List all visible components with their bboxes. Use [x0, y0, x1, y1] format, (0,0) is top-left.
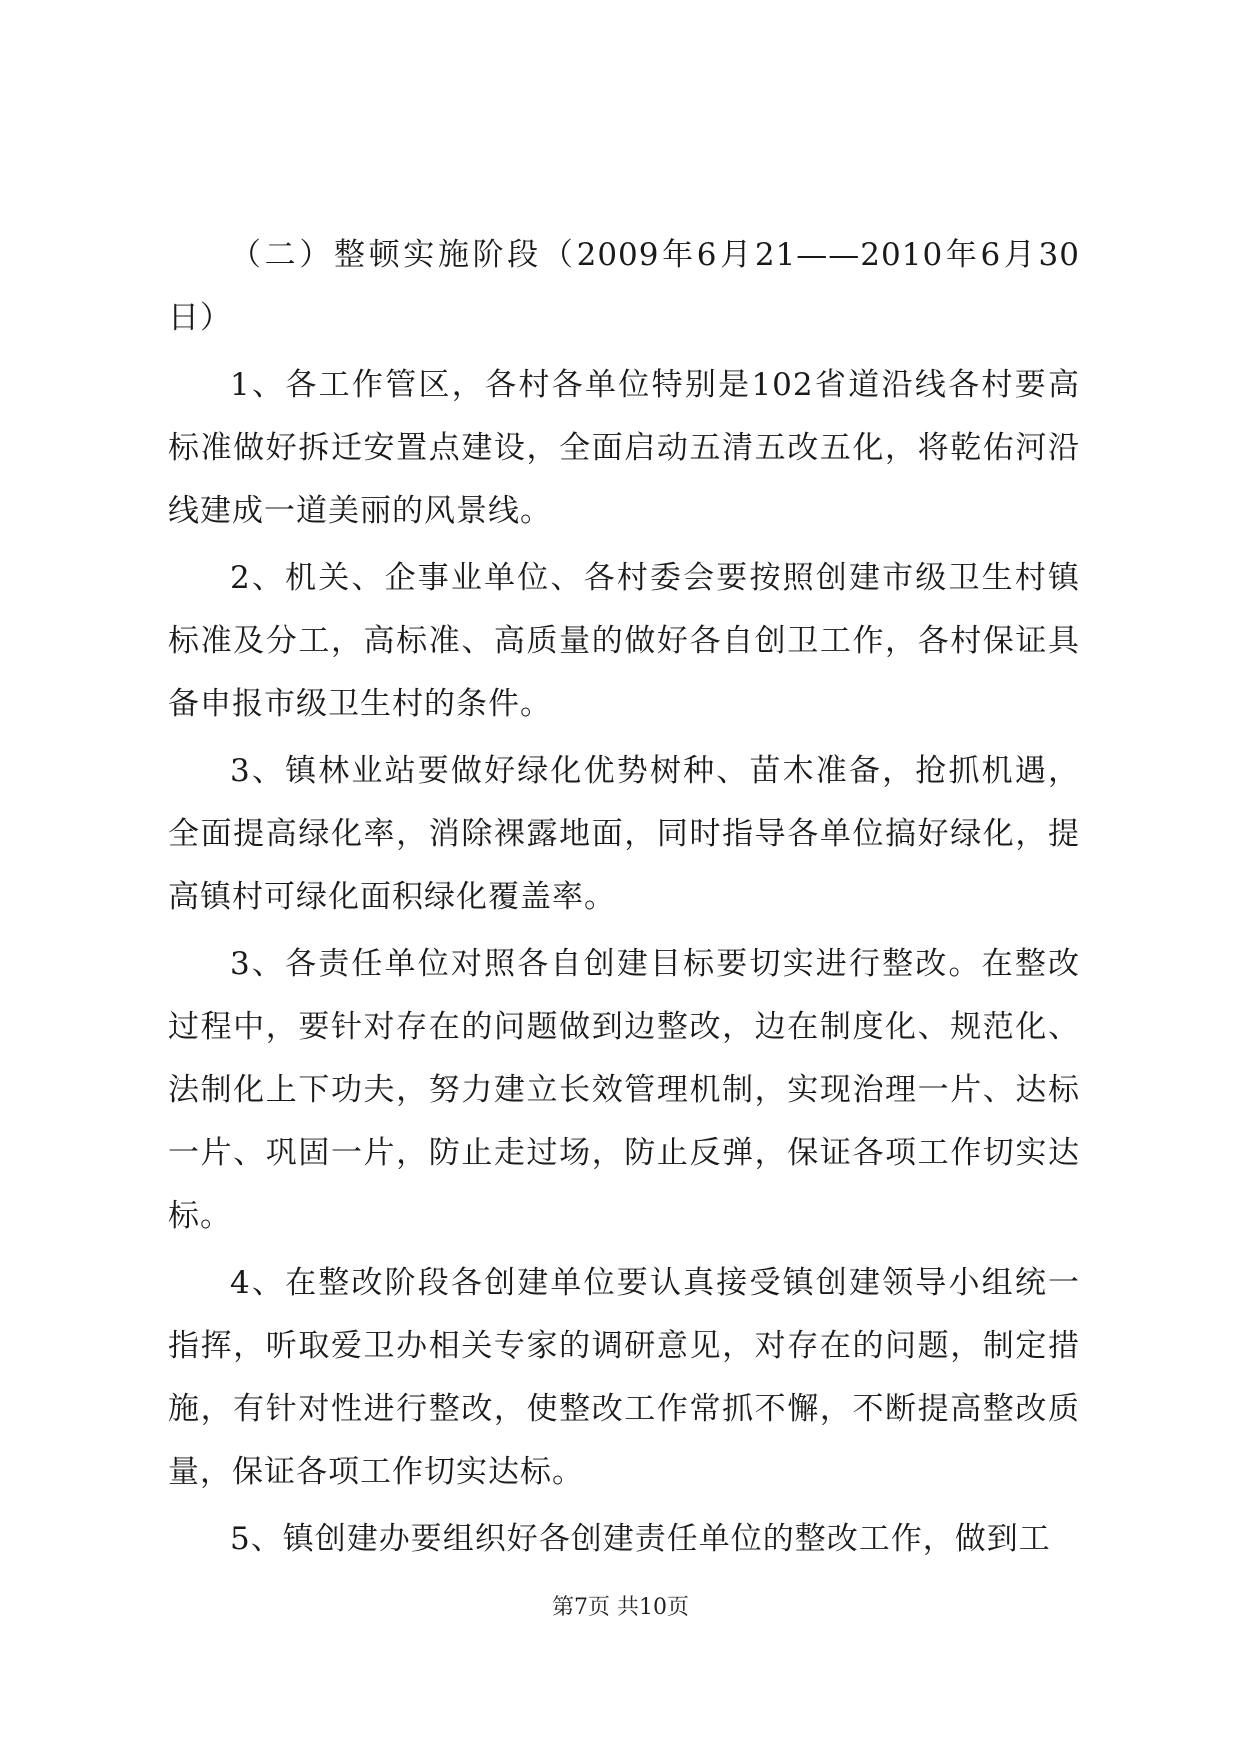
- paragraph-item-2: 2、机关、企事业单位、各村委会要按照创建市级卫生村镇标准及分工，高标准、高质量的做好各自创卫工作，各村保证具备申报市级卫生村的条件。: [168, 560, 1080, 722]
- paragraph-item-4: 4、在整改阶段各创建单位要认真接受镇创建领导小组统一指挥，听取爱卫办相关专家的调研意见，对存在的问题，制定措施，有针对性进行整改，使整改工作常抓不懈，不断提高整改质量，保证各项工作切实达标。: [168, 1265, 1080, 1490]
- paragraph-item-1: 1、各工作管区，各村各单位特别是102省道沿线各村要高标准做好拆迁安置点建设，全面启动五清五改五化，将乾佑河沿线建成一道美丽的风景线。: [168, 367, 1080, 529]
- document-body: [168, 224, 1080, 1575]
- paragraph-item-3a: 3、镇林业站要做好绿化优势树种、苗木准备，抢抓机遇，全面提高绿化率，消除裸露地面，同时指导各单位搞好绿化，提高镇村可绿化面积绿化覆盖率。: [168, 753, 1080, 915]
- section-heading: （二）整顿实施阶段（2009年6月21——2010年6月30日）: [168, 237, 1080, 336]
- paragraph-item-5: 5、镇创建办要组织好各创建责任单位的整改工作，做到工: [230, 1521, 1051, 1557]
- paragraph-item-3b: 3、各责任单位对照各自创建目标要切实进行整改。在整改过程中，要针对存在的问题做到边整改，边在制度化、规范化、法制化上下功夫，努力建立长效管理机制，实现治理一片、达标一片、巩固一片，防止走过场，防止反弹，保证各项工作切实达标。: [168, 946, 1080, 1234]
- page-number-footer: 第7页 共10页: [552, 1595, 689, 1620]
